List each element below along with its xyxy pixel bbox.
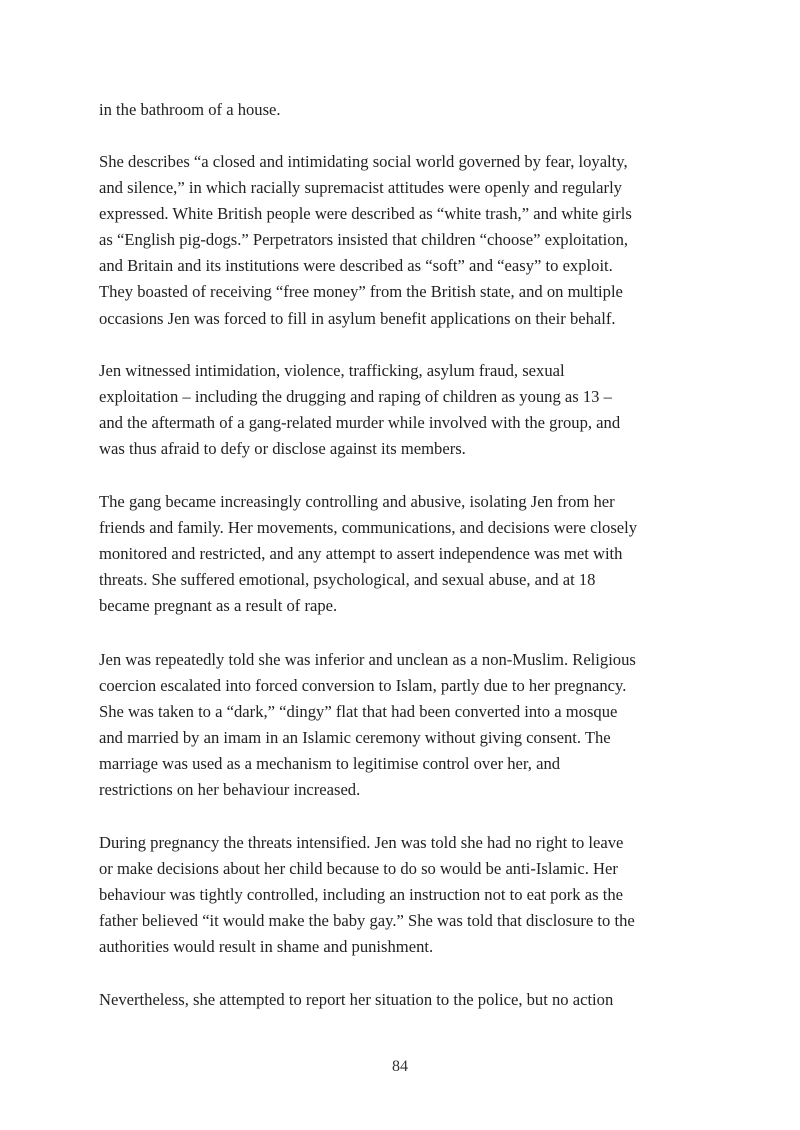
paragraph-line: During pregnancy the threats intensified. Jen was told she had no right to leave [99, 833, 624, 852]
paragraph-line: became pregnant as a result of rape. [99, 596, 338, 616]
paragraph-4 [99, 489, 704, 619]
paragraph-1 [99, 97, 704, 123]
paragraph-2 [99, 149, 704, 332]
paragraph-line: marriage was used as a mechanism to legitimise control over her, and [99, 754, 561, 774]
paragraph-line: and married by an imam in an Islamic ceremony without giving consent. The [99, 728, 611, 748]
paragraph-line: and Britain and its institutions were described as “soft” and “easy” to exploit. [99, 256, 613, 276]
paragraph-line: She describes “a closed and intimidating social world governed by fear, loyalty, [99, 152, 628, 171]
paragraph-line: was thus afraid to defy or disclose against its members. [99, 439, 466, 459]
paragraph-line: restrictions on her behaviour increased. [99, 780, 361, 800]
paragraph-line: The gang became increasingly controlling and abusive, isolating Jen from her [99, 492, 615, 511]
paragraph-3 [99, 358, 704, 462]
paragraph-5 [99, 647, 704, 804]
paragraph-line: They boasted of receiving “free money” from the British state, and on multiple [99, 282, 623, 302]
paragraph-line: in the bathroom of a house. [99, 100, 281, 119]
paragraph-line: father believed “it would make the baby gay.” She was told that disclosure to the [99, 911, 635, 931]
page-number: 84 [392, 1058, 408, 1075]
paragraph-line: friends and family. Her movements, communications, and decisions were closely [99, 518, 638, 538]
paragraph-line: and silence,” in which racially supremacist attitudes were openly and regularly [99, 178, 622, 198]
paragraph-line: or make decisions about her child because to do so would be anti-Islamic. Her [99, 859, 618, 879]
paragraph-6 [99, 830, 704, 960]
paragraph-line: and the aftermath of a gang-related murder while involved with the group, and [99, 413, 621, 433]
paragraph-line: Nevertheless, she attempted to report her situation to the police, but no action [99, 990, 614, 1009]
paragraph-7 [99, 987, 704, 1013]
paragraph-line: as “English pig-dogs.” Perpetrators insisted that children “choose” exploitation, [99, 230, 629, 250]
paragraph-line: Jen was repeatedly told she was inferior and unclean as a non-Muslim. Religious [99, 650, 636, 669]
paragraph-line: occasions Jen was forced to fill in asylum benefit applications on their behalf. [99, 308, 616, 328]
paragraph-line: Jen witnessed intimidation, violence, trafficking, asylum fraud, sexual [99, 361, 565, 380]
paragraph-line: expressed. White British people were described as “white trash,” and white girls [99, 204, 632, 224]
paragraph-line: monitored and restricted, and any attempt to assert independence was met with [99, 544, 623, 564]
paragraph-line: threats. She suffered emotional, psychological, and sexual abuse, and at 18 [99, 570, 596, 590]
paragraph-line: authorities would result in shame and punishment. [99, 937, 434, 957]
paragraph-line: behaviour was tightly controlled, including an instruction not to eat pork as the [99, 885, 623, 905]
paragraph-line: coercion escalated into forced conversion to Islam, partly due to her pregnancy. [99, 676, 627, 696]
paragraph-line: She was taken to a “dark,” “dingy” flat that had been converted into a mosque [99, 702, 618, 722]
paragraph-line: exploitation – including the drugging and raping of children as young as 13 – [99, 387, 612, 407]
